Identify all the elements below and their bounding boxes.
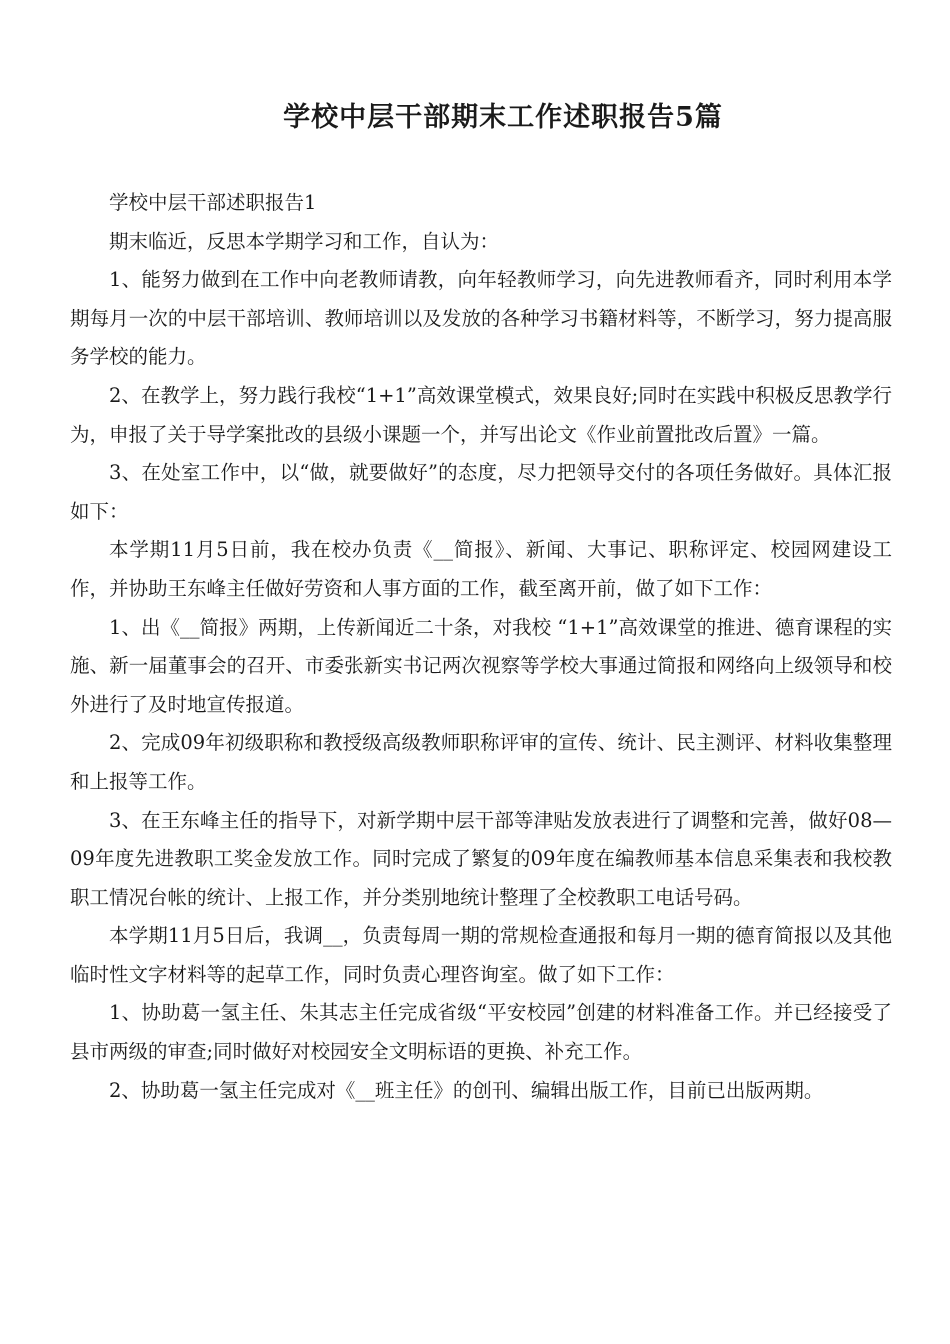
paragraph: 3、在处室工作中，以“做，就要做好”的态度，尽力把领导交付的各项任务做好。具体汇报如下： xyxy=(70,461,892,523)
paragraph: 本学期11月5日前，我在校办负责《__简报》、新闻、大事记、职称评定、校园网建设工作，并协助王东峰主任做好劳资和人事方面的工作，截至离开前，做了如下工作： xyxy=(70,538,892,600)
paragraph: 1、协助葛一氢主任、朱其志主任完成省级“平安校园”创建的材料准备工作。并已经接受了县市两级的审查;同时做好对校园安全文明标语的更换、补充工作。 xyxy=(70,1001,892,1064)
document-title: 学校中层干部期末工作述职报告5篇 xyxy=(283,102,723,133)
paragraph: 3、在王东峰主任的指导下，对新学期中层干部等津贴发放表进行了调整和完善，做好08—09年度先进教职工奖金发放工作。同时完成了繁复的09年度在编教师基本信息采集表和我校教职工情况台帐的统计、上报工作，并分类别地统计整理了全校教职工电话号码。 xyxy=(70,808,892,909)
paragraph: 2、在教学上，努力践行我校“1+1”高效课堂模式，效果良好;同时在实践中积极反思教学行为，申报了关于导学案批改的县级小课题一个，并写出论文《作业前置批改后置》一篇。 xyxy=(70,383,892,446)
paragraph: 2、协助葛一氢主任完成对《__班主任》的创刊、编辑出版工作，目前已出版两期。 xyxy=(109,1078,824,1102)
section-heading: 学校中层干部述职报告1 xyxy=(109,191,317,214)
paragraph: 1、能努力做到在工作中向老教师请教，向年轻教师学习，向先进教师看齐，同时利用本学期每月一次的中层干部培训、教师培训以及发放的各种学习书籍材料等，不断学习，努力提高服务学校的能力。 xyxy=(70,268,892,369)
paragraph: 2、完成09年初级职称和教授级高级教师职称评审的宣传、统计、民主测评、材料收集整理和上报等工作。 xyxy=(70,731,892,793)
paragraph: 期末临近，反思本学期学习和工作，自认为： xyxy=(109,229,500,253)
document-body xyxy=(70,184,892,1110)
paragraph: 1、出《__简报》两期，上传新闻近二十条，对我校 “1+1”高效课堂的推进、德育课程的实施、新一届董事会的召开、市委张新实书记两次视察等学校大事通过简报和网络向上级领导和校外进行了及时地宣传报道。 xyxy=(70,615,892,716)
paragraph: 本学期11月5日后，我调__，负责每周一期的常规检查通报和每月一期的德育简报以及其他临时性文字材料等的起草工作，同时负责心理咨询室。做了如下工作： xyxy=(70,924,892,986)
